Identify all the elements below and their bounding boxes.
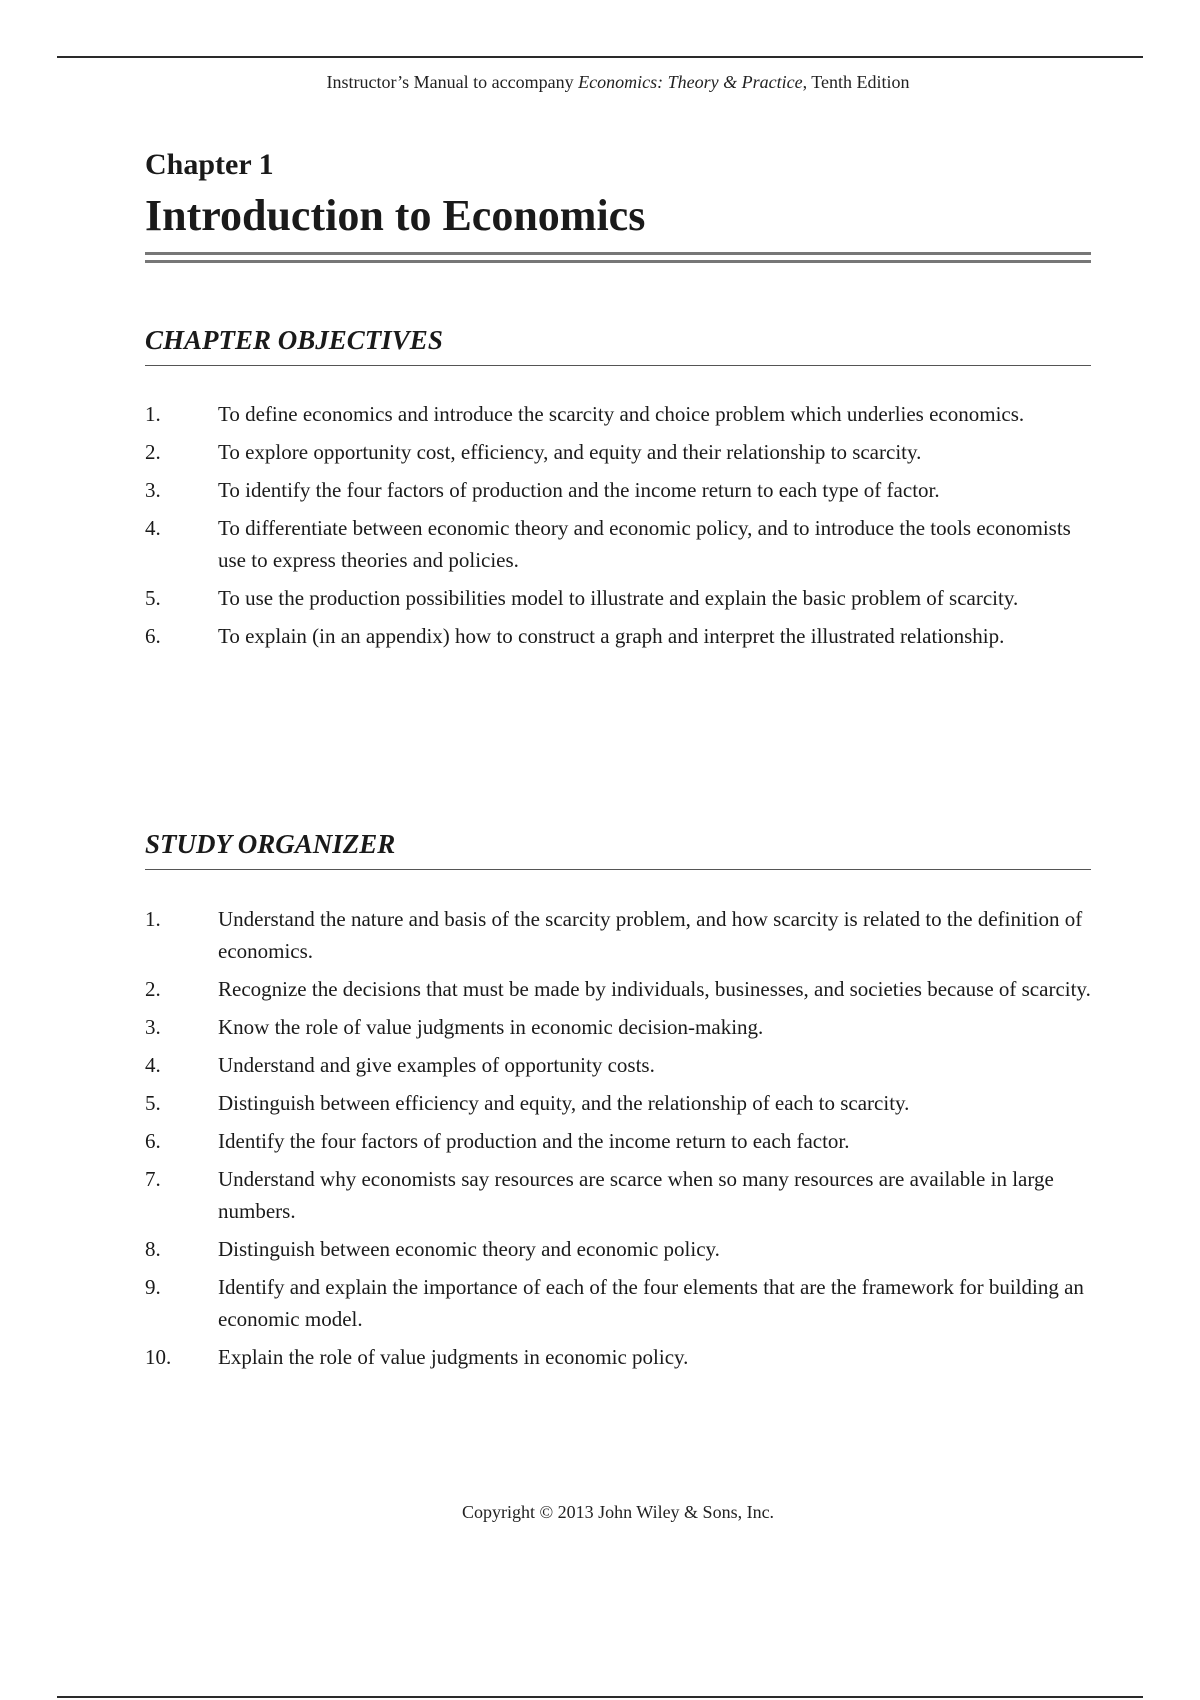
running-header: [0, 72, 1200, 93]
item-text: Understand why economists say resources are scarce when so many resources are available in large numbers.: [218, 1167, 1054, 1223]
item-text: To identify the four factors of production and the income return to each type of factor.: [218, 478, 940, 502]
title-double-rule: [145, 252, 1091, 263]
list-item: [145, 398, 1091, 430]
list-item: [145, 1011, 1091, 1043]
item-number: 7.: [145, 1167, 161, 1191]
list-item: [145, 1233, 1091, 1265]
item-number: 6.: [145, 624, 161, 648]
item-text: To explain (in an appendix) how to construct a graph and interpret the illustrated relationship.: [218, 624, 1005, 648]
list-item: [145, 903, 1091, 967]
item-number: 9.: [145, 1275, 161, 1299]
item-number: 3.: [145, 1015, 161, 1039]
chapter-objectives-list: [145, 398, 1091, 658]
item-number: 4.: [145, 1053, 161, 1077]
item-text: Know the role of value judgments in economic decision-making.: [218, 1015, 764, 1039]
chapter-objectives-heading: CHAPTER OBJECTIVES: [145, 324, 1091, 366]
list-item: [145, 1049, 1091, 1081]
top-rule: [57, 56, 1143, 58]
item-number: 1.: [145, 402, 161, 426]
item-text: Explain the role of value judgments in economic policy.: [218, 1345, 689, 1369]
item-number: 8.: [145, 1237, 161, 1261]
list-item: [145, 1341, 1091, 1373]
item-number: 1.: [145, 907, 161, 931]
item-number: 5.: [145, 586, 161, 610]
running-header-prefix: Instructor’s Manual to accompany: [326, 72, 579, 92]
list-item: [145, 1163, 1091, 1227]
item-text: Understand and give examples of opportunity costs.: [218, 1053, 655, 1077]
bottom-rule: [57, 1696, 1143, 1698]
item-number: 6.: [145, 1129, 161, 1153]
item-text: To define economics and introduce the scarcity and choice problem which underlies economics.: [218, 402, 1025, 426]
copyright-footer: Copyright © 2013 John Wiley & Sons, Inc.: [461, 1502, 775, 1522]
item-text: Identify and explain the importance of each of the four elements that are the framework for building an economic model.: [218, 1275, 1084, 1331]
running-header-suffix: , Tenth Edition: [802, 72, 910, 92]
item-text: Recognize the decisions that must be made by individuals, businesses, and societies because of scarcity.: [218, 977, 1091, 1001]
list-item: [145, 1125, 1091, 1157]
item-text: To explore opportunity cost, efficiency, and equity and their relationship to scarcity.: [218, 440, 922, 464]
list-item: [145, 474, 1091, 506]
item-number: 2.: [145, 977, 161, 1001]
item-number: 3.: [145, 478, 161, 502]
item-text: To use the production possibilities model to illustrate and explain the basic problem of scarcity.: [218, 586, 1019, 610]
list-item: [145, 973, 1091, 1005]
item-number: 10.: [145, 1345, 172, 1369]
item-number: 5.: [145, 1091, 161, 1115]
item-text: Understand the nature and basis of the scarcity problem, and how scarcity is related to the definition of economics.: [218, 907, 1083, 963]
item-text: Identify the four factors of production and the income return to each factor.: [218, 1129, 850, 1153]
list-item: [145, 1087, 1091, 1119]
study-organizer-list: [145, 903, 1091, 1379]
item-number: 4.: [145, 516, 161, 540]
item-number: 2.: [145, 440, 161, 464]
list-item: [145, 436, 1091, 468]
list-item: [145, 620, 1091, 652]
chapter-title: Introduction to Economics: [145, 191, 646, 240]
list-item: [145, 512, 1091, 576]
item-text: To differentiate between economic theory and economic policy, and to introduce the tools economists use to express theories and policies.: [218, 516, 1071, 572]
running-header-book-title: Economics: Theory & Practice: [578, 72, 803, 92]
list-item: [145, 1271, 1091, 1335]
item-text: Distinguish between efficiency and equity, and the relationship of each to scarcity.: [218, 1091, 910, 1115]
list-item: [145, 582, 1091, 614]
study-organizer-heading: STUDY ORGANIZER: [145, 828, 1091, 870]
item-text: Distinguish between economic theory and economic policy.: [218, 1237, 720, 1261]
chapter-label: Chapter 1: [145, 148, 274, 181]
